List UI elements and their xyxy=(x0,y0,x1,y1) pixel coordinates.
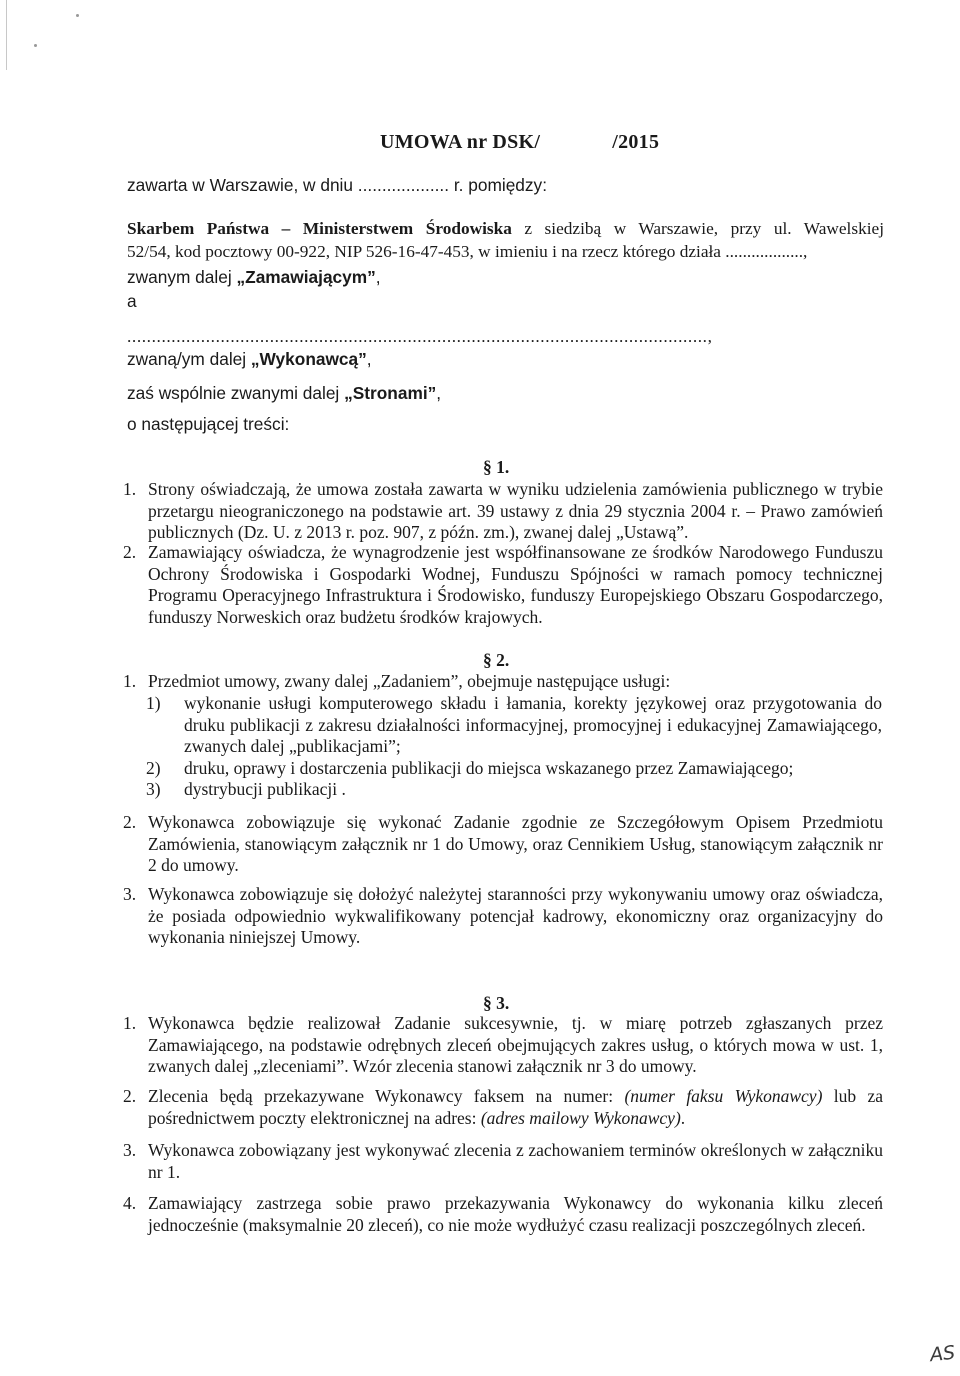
email-placeholder: (adres mailowy Wykonawcy) xyxy=(480,1107,681,1128)
contract-number: UMOWA nr DSK/ xyxy=(380,131,541,153)
fax-placeholder: (numer faksu Wykonawcy) xyxy=(624,1086,823,1106)
party1-line1 xyxy=(127,218,884,239)
list-item: 4. Zamawiający zastrzega sobie prawo przekazywania Wykonawcy do wykonania kilku zleceń jednocześnie (maksymalnie 20 zleceń), co nie może wydłużyć czasu realizacji poszczególnych zleceń. xyxy=(123,1193,883,1235)
scan-speck xyxy=(34,44,37,47)
party2-placeholder-dots: ......................................................................................................................, xyxy=(127,327,713,346)
list-item: 2. Zlecenia będą przekazywane Wykonawcy faksem na numer: (numer faksu Wykonawcy) lub za pośrednictwem poczty elektronicznej na adres: (adres mailowy Wykonawcy). xyxy=(123,1086,883,1128)
content-intro: o następującej treści: xyxy=(127,414,290,434)
list-item: 3. Wykonawca zobowiązany jest wykonywać zlecenia z zachowaniem terminów określonych w załączniku nr 1. xyxy=(123,1140,883,1182)
party2-line: zwaną/ym dalej „Wykonawcą”, xyxy=(127,349,372,369)
wykonawca-term: „Wykonawcą” xyxy=(250,349,367,369)
list-item: 1. Przedmiot umowy, zwany dalej „Zadaniem”, obejmuje następujące usługi: xyxy=(123,671,671,691)
sub-list-item: 1) wykonanie usługi komputerowego składu i łamania, korekty językowej oraz przygotowania do druku publikacji z zakresu działalności informacyjnej, promocyjnej i edukacyjnej Zamawiającego, zwanych dalej „publikacjami”; xyxy=(146,693,882,756)
section-heading: § 3. xyxy=(483,993,510,1013)
party1-line2: 52/54, kod pocztowy 00-922, NIP 526-16-47-453, w imieniu i na rzecz którego działa .................., xyxy=(127,242,808,261)
strony-term: „Stronami” xyxy=(344,383,437,403)
list-item: 1. Strony oświadczają, że umowa została zawarta w wyniku udzielenia zamówienia publicznego w trybie przetargu nieograniczonego na podstawie art. 39 ustawy z dnia 29 stycznia 2004 r. – Prawo zamówień publicznych (Dz. U. z 2013 r. poz. 907, z późn. zm.), zwanej dalej „Ustawą”. xyxy=(123,479,883,542)
zamawiajacy-term: „Zamawiającym” xyxy=(236,267,376,287)
handwritten-initials: AS xyxy=(928,1341,957,1367)
and-word: a xyxy=(127,291,137,311)
scan-edge-mark xyxy=(6,0,7,70)
list-item: 1. Wykonawca będzie realizował Zadanie sukcesywnie, tj. w miarę potrzeb zgłaszanych przez Zamawiającego, na podstawie odrębnych zleceń obejmujących zakres usług, o których mowa w ust. 1, zwanych dalej „zleceniami”. Wzór zlecenia stanowi załącznik nr 3 do umowy. xyxy=(123,1013,883,1076)
list-item: 2. Wykonawca zobowiązuje się wykonać Zadanie zgodnie ze Szczegółowym Opisem Przedmiotu Zamówienia, stanowiącym załącznik nr 1 do Umowy, oraz Cennikiem Usług, stanowiącym załącznik nr 2 do umowy. xyxy=(123,812,883,875)
sub-list-item: 2) druku, oprawy i dostarczenia publikacji do miejsca wskazanego przez Zamawiającego; xyxy=(146,758,794,778)
intro-line: zawarta w Warszawie, w dniu ................... r. pomiędzy: xyxy=(127,175,547,195)
party1-address: z siedzibą w Warszawie, przy ul. Wawelskiej xyxy=(511,219,884,238)
list-item: 3. Wykonawca zobowiązuje się dołożyć należytej staranności przy wykonywaniu umowy oraz oświadcza, że posiada odpowiednio wykwalifikowany potencjał kadrowy, ekonomiczny oraz organizacyjny do wykonania niniejszej Umowy. xyxy=(123,884,883,947)
party1-name: Skarbem Państwa – Ministerstwem Środowiska xyxy=(127,219,512,238)
contract-year: /2015 xyxy=(612,131,660,153)
section-heading: § 2. xyxy=(483,650,510,670)
section-heading: § 1. xyxy=(483,457,510,477)
scan-speck xyxy=(76,14,79,17)
sub-list-item: 3) dystrybucji publikacji . xyxy=(146,779,346,799)
list-item: 2. Zamawiający oświadcza, że wynagrodzenie jest współfinansowane ze środków Narodowego Funduszu Ochrony Środowiska i Gospodarki Wodnej, Funduszu Spójności w ramach pomocy technicznej Programu Operacyjnego Infrastruktura i Środowisko, funduszy Europejskiego Obszaru Gospodarczego, funduszy Norweskich oraz budżetu środków krajowych. xyxy=(123,542,883,627)
contract-title xyxy=(380,131,659,154)
together-line: zaś wspólnie zwanymi dalej „Stronami”, xyxy=(127,383,442,403)
party1-line3: zwanym dalej „Zamawiającym”, xyxy=(127,267,381,287)
